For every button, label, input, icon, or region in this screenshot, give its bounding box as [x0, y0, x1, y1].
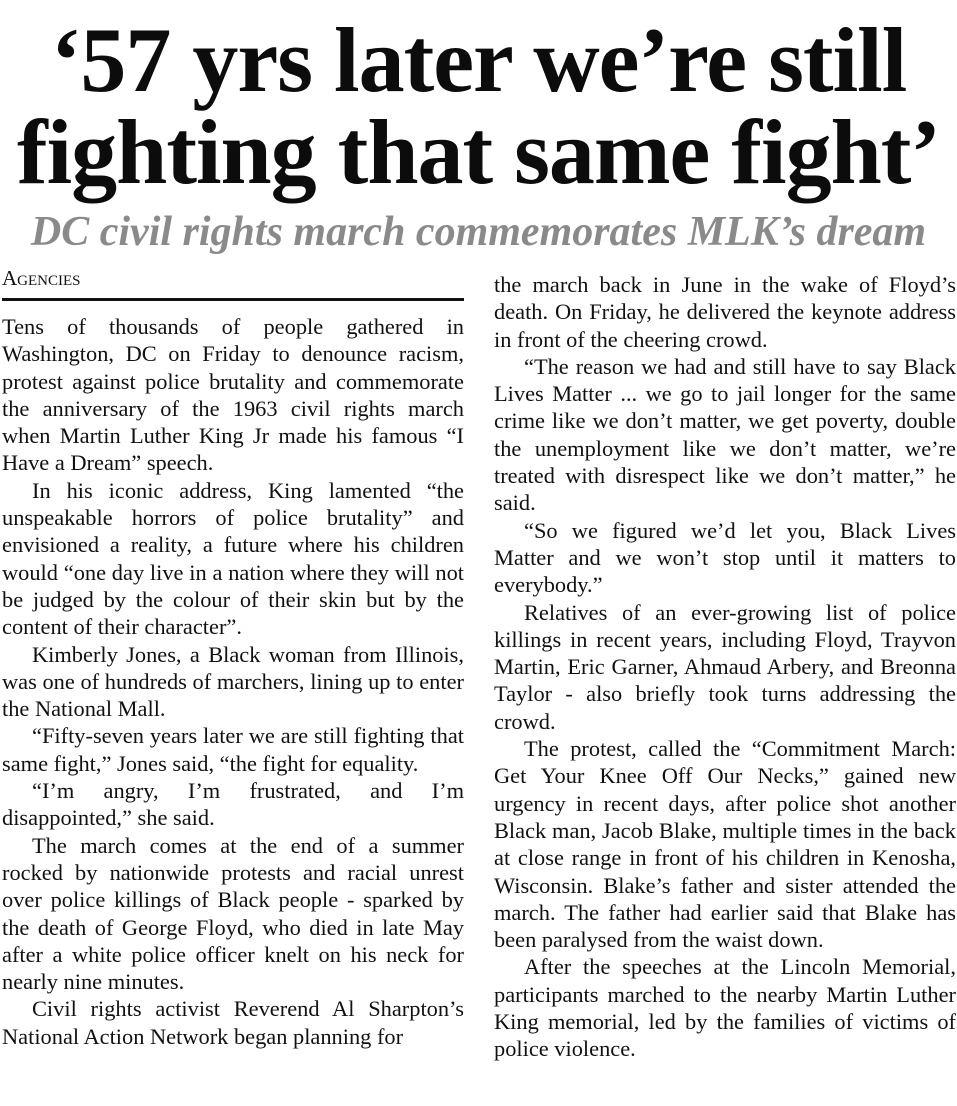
headline-line-1: ‘57 yrs later we’re still — [50, 9, 907, 111]
body-paragraph: The march comes at the end of a summer rocked by nationwide protests and racial unrest over police killings of Black people - sparked by the death of George Floyd, who died in late May after a white police officer knelt on his neck for nearly nine minutes. — [2, 832, 464, 995]
article-column-right — [494, 271, 956, 1063]
body-paragraph: After the speeches at the Lincoln Memorial, participants marched to the nearby Martin Luther King memorial, led by the families of victims of police violence. — [494, 954, 956, 1062]
body-paragraph: Kimberly Jones, a Black woman from Illinois, was one of hundreds of marchers, lining up to enter the National Mall. — [2, 641, 464, 722]
body-paragraph: “I’m angry, I’m frustrated, and I’m disappointed,” she said. — [2, 778, 464, 831]
body-paragraph: “So we figured we’d let you, Black Lives Matter and we won’t stop until it matters to everybody.” — [494, 517, 956, 598]
body-paragraph: In his iconic address, King lamented “the unspeakable horrors of police brutality” and envisioned a reality, a future where his children would “one day live in a nation where they will not be judged by the colour of their skin but by the content of their character”. — [2, 477, 464, 640]
body-paragraph: “The reason we had and still have to say Black Lives Matter ... we go to jail longer for the same crime like we don’t matter, we get poverty, double the unemployment like we don’t matter, we’re treated with disrespect like we don’t matter,” he said. — [494, 353, 956, 516]
byline: Agencies — [2, 266, 464, 301]
body-paragraph: Civil rights activist Reverend Al Sharpton’s National Action Network began planning for — [2, 996, 464, 1049]
headline — [0, 9, 957, 203]
body-paragraph: The protest, called the “Commitment March: Get Your Knee Off Our Necks,” gained new urgency in recent days, after police shot another Black man, Jacob Blake, multiple times in the back at close range in front of his children in Kenosha, Wisconsin. Blake’s father and sister attended the march. The father had earlier said that Blake has been paralysed from the waist down. — [494, 736, 956, 953]
body-paragraph: Tens of thousands of people gathered in Washington, DC on Friday to denounce racism, protest against police brutality and commemorate the anniversary of the 1963 civil rights march when Martin Luther King Jr made his famous “I Have a Dream” speech. — [2, 314, 464, 476]
headline-line-2: fighting that same fight’ — [16, 101, 941, 203]
body-paragraph: the march back in June in the wake of Floyd’s death. On Friday, he delivered the keynote address in front of the cheering crowd. — [494, 272, 956, 352]
body-paragraph: Relatives of an ever-growing list of police killings in recent years, including Floyd, Trayvon Martin, Eric Garner, Ahmaud Arbery, and Breonna Taylor - also briefly took turns addressing the crowd. — [494, 599, 956, 734]
article-column-left — [2, 313, 464, 1050]
subheadline: DC civil rights march commemorates MLK’s dream — [30, 209, 927, 255]
body-paragraph: “Fifty-seven years later we are still fighting that same fight,” Jones said, “the fight for equality. — [2, 723, 464, 776]
